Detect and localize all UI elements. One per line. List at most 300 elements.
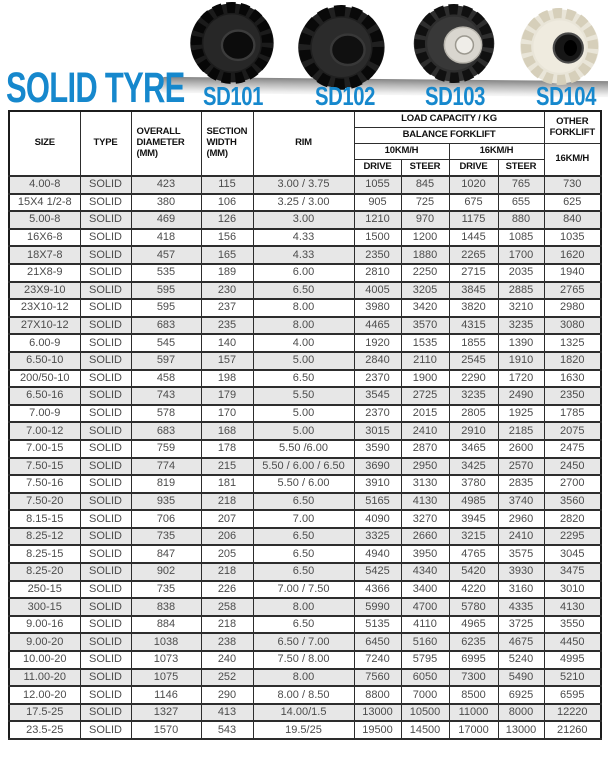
steer-10kmh-cell: 1535 xyxy=(401,334,449,352)
table-row xyxy=(9,194,601,212)
overall-diameter-cell: 1073 xyxy=(131,651,201,669)
steer-10kmh-cell: 2725 xyxy=(401,387,449,405)
other-forklift-cell: 1620 xyxy=(544,246,601,264)
size-cell: 16X6-8 xyxy=(9,229,80,247)
steer-16kmh-cell: 3575 xyxy=(498,545,544,563)
table-row xyxy=(9,370,601,388)
table-row xyxy=(9,686,601,704)
steer-10kmh-cell: 4700 xyxy=(401,598,449,616)
drive-10kmh-cell: 1920 xyxy=(354,334,401,352)
steer-10kmh-cell: 3420 xyxy=(401,299,449,317)
table-row xyxy=(9,211,601,229)
type-cell: SOLID xyxy=(80,440,131,458)
overall-diameter-cell: 578 xyxy=(131,405,201,423)
overall-diameter-cell: 735 xyxy=(131,528,201,546)
type-cell: SOLID xyxy=(80,581,131,599)
size-cell: 6.50-10 xyxy=(9,352,80,370)
drive-10kmh-cell: 4940 xyxy=(354,545,401,563)
drive-16kmh-cell: 2290 xyxy=(449,370,498,388)
drive-10kmh-cell: 13000 xyxy=(354,704,401,722)
type-cell: SOLID xyxy=(80,704,131,722)
header-other-forklift-speed: 16KM/H xyxy=(544,144,601,177)
overall-diameter-cell: 380 xyxy=(131,194,201,212)
type-cell: SOLID xyxy=(80,352,131,370)
steer-16kmh-cell: 2490 xyxy=(498,387,544,405)
size-cell: 18X7-8 xyxy=(9,246,80,264)
size-cell: 8.25-20 xyxy=(9,563,80,581)
table-row xyxy=(9,669,601,687)
type-cell: SOLID xyxy=(80,282,131,300)
steer-10kmh-cell: 14500 xyxy=(401,721,449,739)
other-forklift-cell: 1785 xyxy=(544,405,601,423)
steer-16kmh-cell: 1720 xyxy=(498,370,544,388)
header-other-forklift: OTHER FORKLIFT xyxy=(544,111,601,144)
rim-cell: 3.00 / 3.75 xyxy=(253,176,354,194)
steer-10kmh-cell: 3270 xyxy=(401,510,449,528)
steer-10kmh-cell: 2660 xyxy=(401,528,449,546)
table-row xyxy=(9,246,601,264)
drive-16kmh-cell: 8500 xyxy=(449,686,498,704)
table-header xyxy=(9,111,601,176)
table-row xyxy=(9,704,601,722)
rim-cell: 6.50 xyxy=(253,282,354,300)
table-row xyxy=(9,598,601,616)
rim-cell: 7.00 / 7.50 xyxy=(253,581,354,599)
type-cell: SOLID xyxy=(80,405,131,423)
other-forklift-cell: 2295 xyxy=(544,528,601,546)
header-rim: RIM xyxy=(253,111,354,176)
type-cell: SOLID xyxy=(80,616,131,634)
drive-10kmh-cell: 3690 xyxy=(354,458,401,476)
table-row xyxy=(9,264,601,282)
steer-10kmh-cell: 1200 xyxy=(401,229,449,247)
steer-16kmh-cell: 2960 xyxy=(498,510,544,528)
steer-10kmh-cell: 2015 xyxy=(401,405,449,423)
other-forklift-cell: 840 xyxy=(544,211,601,229)
overall-diameter-cell: 1146 xyxy=(131,686,201,704)
table-row xyxy=(9,422,601,440)
overall-diameter-cell: 819 xyxy=(131,475,201,493)
table-row xyxy=(9,334,601,352)
type-cell: SOLID xyxy=(80,229,131,247)
steer-10kmh-cell: 10500 xyxy=(401,704,449,722)
steer-16kmh-cell: 1925 xyxy=(498,405,544,423)
type-cell: SOLID xyxy=(80,176,131,194)
other-forklift-cell: 1940 xyxy=(544,264,601,282)
drive-10kmh-cell: 5425 xyxy=(354,563,401,581)
table-row xyxy=(9,510,601,528)
overall-diameter-cell: 1075 xyxy=(131,669,201,687)
header-load-capacity: LOAD CAPACITY / KG xyxy=(354,111,544,128)
drive-10kmh-cell: 1500 xyxy=(354,229,401,247)
drive-16kmh-cell: 3945 xyxy=(449,510,498,528)
steer-16kmh-cell: 4335 xyxy=(498,598,544,616)
section-width-cell: 238 xyxy=(201,633,253,651)
type-cell: SOLID xyxy=(80,510,131,528)
steer-16kmh-cell: 3930 xyxy=(498,563,544,581)
section-width-cell: 178 xyxy=(201,440,253,458)
type-cell: SOLID xyxy=(80,264,131,282)
steer-10kmh-cell: 2950 xyxy=(401,458,449,476)
section-width-cell: 290 xyxy=(201,686,253,704)
drive-16kmh-cell: 3235 xyxy=(449,387,498,405)
rim-cell: 5.50 / 6.00 xyxy=(253,475,354,493)
section-width-cell: 252 xyxy=(201,669,253,687)
drive-16kmh-cell: 7300 xyxy=(449,669,498,687)
section-width-cell: 126 xyxy=(201,211,253,229)
steer-16kmh-cell: 765 xyxy=(498,176,544,194)
other-forklift-cell: 2980 xyxy=(544,299,601,317)
table-row xyxy=(9,458,601,476)
size-cell: 27X10-12 xyxy=(9,317,80,335)
drive-16kmh-cell: 6235 xyxy=(449,633,498,651)
other-forklift-cell: 2075 xyxy=(544,422,601,440)
steer-10kmh-cell: 1880 xyxy=(401,246,449,264)
steer-16kmh-cell: 3160 xyxy=(498,581,544,599)
type-cell: SOLID xyxy=(80,370,131,388)
overall-diameter-cell: 545 xyxy=(131,334,201,352)
steer-16kmh-cell: 3210 xyxy=(498,299,544,317)
overall-diameter-cell: 535 xyxy=(131,264,201,282)
other-forklift-cell: 3080 xyxy=(544,317,601,335)
overall-diameter-cell: 1327 xyxy=(131,704,201,722)
drive-10kmh-cell: 7560 xyxy=(354,669,401,687)
drive-10kmh-cell: 5990 xyxy=(354,598,401,616)
table-row xyxy=(9,616,601,634)
other-forklift-cell: 2765 xyxy=(544,282,601,300)
model-label-sd101: SD101 xyxy=(202,81,264,111)
steer-16kmh-cell: 2835 xyxy=(498,475,544,493)
type-cell: SOLID xyxy=(80,334,131,352)
other-forklift-cell: 1820 xyxy=(544,352,601,370)
table-row xyxy=(9,387,601,405)
steer-16kmh-cell: 1390 xyxy=(498,334,544,352)
table-row xyxy=(9,299,601,317)
rim-cell: 6.50 xyxy=(253,616,354,634)
size-cell: 6.00-9 xyxy=(9,334,80,352)
overall-diameter-cell: 683 xyxy=(131,317,201,335)
drive-16kmh-cell: 4965 xyxy=(449,616,498,634)
steer-16kmh-cell: 13000 xyxy=(498,721,544,739)
section-width-cell: 258 xyxy=(201,598,253,616)
section-width-cell: 543 xyxy=(201,721,253,739)
header-speed-16kmh: 16KM/H xyxy=(449,144,544,160)
drive-10kmh-cell: 5135 xyxy=(354,616,401,634)
steer-16kmh-cell: 2885 xyxy=(498,282,544,300)
type-cell: SOLID xyxy=(80,211,131,229)
other-forklift-cell: 4450 xyxy=(544,633,601,651)
section-width-cell: 218 xyxy=(201,563,253,581)
type-cell: SOLID xyxy=(80,299,131,317)
size-cell: 5.00-8 xyxy=(9,211,80,229)
steer-16kmh-cell: 1700 xyxy=(498,246,544,264)
section-width-cell: 170 xyxy=(201,405,253,423)
type-cell: SOLID xyxy=(80,194,131,212)
overall-diameter-cell: 457 xyxy=(131,246,201,264)
size-cell: 7.00-15 xyxy=(9,440,80,458)
steer-16kmh-cell: 2410 xyxy=(498,528,544,546)
overall-diameter-cell: 774 xyxy=(131,458,201,476)
other-forklift-cell: 1630 xyxy=(544,370,601,388)
steer-10kmh-cell: 3130 xyxy=(401,475,449,493)
steer-10kmh-cell: 725 xyxy=(401,194,449,212)
other-forklift-cell: 3560 xyxy=(544,493,601,511)
steer-16kmh-cell: 1910 xyxy=(498,352,544,370)
rim-cell: 6.50 xyxy=(253,370,354,388)
drive-16kmh-cell: 3780 xyxy=(449,475,498,493)
steer-10kmh-cell: 970 xyxy=(401,211,449,229)
size-cell: 7.50-20 xyxy=(9,493,80,511)
other-forklift-cell: 3475 xyxy=(544,563,601,581)
rim-cell: 4.33 xyxy=(253,229,354,247)
overall-diameter-cell: 735 xyxy=(131,581,201,599)
drive-16kmh-cell: 6995 xyxy=(449,651,498,669)
section-width-cell: 115 xyxy=(201,176,253,194)
size-cell: 23.5-25 xyxy=(9,721,80,739)
size-cell: 4.00-8 xyxy=(9,176,80,194)
drive-10kmh-cell: 905 xyxy=(354,194,401,212)
model-label-sd103: SD103 xyxy=(424,81,486,111)
type-cell: SOLID xyxy=(80,475,131,493)
type-cell: SOLID xyxy=(80,651,131,669)
steer-10kmh-cell: 5160 xyxy=(401,633,449,651)
drive-16kmh-cell: 3425 xyxy=(449,458,498,476)
type-cell: SOLID xyxy=(80,246,131,264)
table-row xyxy=(9,282,601,300)
drive-16kmh-cell: 17000 xyxy=(449,721,498,739)
steer-10kmh-cell: 3950 xyxy=(401,545,449,563)
type-cell: SOLID xyxy=(80,563,131,581)
size-cell: 15X4 1/2-8 xyxy=(9,194,80,212)
type-cell: SOLID xyxy=(80,598,131,616)
section-width-cell: 226 xyxy=(201,581,253,599)
rim-cell: 5.50 /6.00 xyxy=(253,440,354,458)
section-width-cell: 198 xyxy=(201,370,253,388)
size-cell: 7.00-12 xyxy=(9,422,80,440)
section-width-cell: 106 xyxy=(201,194,253,212)
steer-16kmh-cell: 6925 xyxy=(498,686,544,704)
overall-diameter-cell: 595 xyxy=(131,299,201,317)
header-type: TYPE xyxy=(80,111,131,176)
steer-10kmh-cell: 4130 xyxy=(401,493,449,511)
header-balance-forklift: BALANCE FORKLIFT xyxy=(354,128,544,144)
other-forklift-cell: 4130 xyxy=(544,598,601,616)
drive-10kmh-cell: 5165 xyxy=(354,493,401,511)
drive-16kmh-cell: 2265 xyxy=(449,246,498,264)
section-width-cell: 165 xyxy=(201,246,253,264)
drive-10kmh-cell: 2840 xyxy=(354,352,401,370)
tire-image-sd102 xyxy=(291,5,395,93)
section-width-cell: 168 xyxy=(201,422,253,440)
drive-16kmh-cell: 5420 xyxy=(449,563,498,581)
rim-cell: 4.33 xyxy=(253,246,354,264)
steer-16kmh-cell: 880 xyxy=(498,211,544,229)
table-row xyxy=(9,528,601,546)
overall-diameter-cell: 1038 xyxy=(131,633,201,651)
rim-cell: 7.50 / 8.00 xyxy=(253,651,354,669)
size-cell: 23X9-10 xyxy=(9,282,80,300)
table-row xyxy=(9,440,601,458)
drive-16kmh-cell: 2910 xyxy=(449,422,498,440)
rim-cell: 4.00 xyxy=(253,334,354,352)
overall-diameter-cell: 759 xyxy=(131,440,201,458)
other-forklift-cell: 3045 xyxy=(544,545,601,563)
other-forklift-cell: 2475 xyxy=(544,440,601,458)
overall-diameter-cell: 469 xyxy=(131,211,201,229)
drive-16kmh-cell: 4315 xyxy=(449,317,498,335)
steer-16kmh-cell: 2185 xyxy=(498,422,544,440)
steer-10kmh-cell: 2870 xyxy=(401,440,449,458)
rim-cell: 8.00 xyxy=(253,598,354,616)
type-cell: SOLID xyxy=(80,422,131,440)
page-title: SOLID TYRE xyxy=(6,64,185,112)
table-row xyxy=(9,633,601,651)
tire-image-sd103 xyxy=(406,4,508,86)
overall-diameter-cell: 458 xyxy=(131,370,201,388)
other-forklift-cell: 730 xyxy=(544,176,601,194)
steer-16kmh-cell: 1085 xyxy=(498,229,544,247)
size-cell: 7.50-16 xyxy=(9,475,80,493)
section-width-cell: 181 xyxy=(201,475,253,493)
section-width-cell: 235 xyxy=(201,317,253,335)
steer-16kmh-cell: 2600 xyxy=(498,440,544,458)
drive-10kmh-cell: 2370 xyxy=(354,370,401,388)
header-section-width: SECTION WIDTH (MM) xyxy=(201,111,253,176)
type-cell: SOLID xyxy=(80,686,131,704)
drive-10kmh-cell: 2810 xyxy=(354,264,401,282)
tire-image-sd104 xyxy=(514,8,608,88)
rim-cell: 8.00 xyxy=(253,669,354,687)
drive-16kmh-cell: 4765 xyxy=(449,545,498,563)
section-width-cell: 215 xyxy=(201,458,253,476)
steer-10kmh-cell: 845 xyxy=(401,176,449,194)
rim-cell: 6.50 xyxy=(253,493,354,511)
overall-diameter-cell: 902 xyxy=(131,563,201,581)
section-width-cell: 140 xyxy=(201,334,253,352)
rim-cell: 6.50 / 7.00 xyxy=(253,633,354,651)
drive-16kmh-cell: 4985 xyxy=(449,493,498,511)
drive-10kmh-cell: 3980 xyxy=(354,299,401,317)
drive-16kmh-cell: 2805 xyxy=(449,405,498,423)
section-width-cell: 230 xyxy=(201,282,253,300)
overall-diameter-cell: 706 xyxy=(131,510,201,528)
drive-10kmh-cell: 7240 xyxy=(354,651,401,669)
table-row xyxy=(9,651,601,669)
steer-10kmh-cell: 4340 xyxy=(401,563,449,581)
size-cell: 7.00-9 xyxy=(9,405,80,423)
overall-diameter-cell: 418 xyxy=(131,229,201,247)
size-cell: 300-15 xyxy=(9,598,80,616)
size-cell: 250-15 xyxy=(9,581,80,599)
type-cell: SOLID xyxy=(80,493,131,511)
size-cell: 10.00-20 xyxy=(9,651,80,669)
steer-10kmh-cell: 3400 xyxy=(401,581,449,599)
drive-10kmh-cell: 1210 xyxy=(354,211,401,229)
overall-diameter-cell: 595 xyxy=(131,282,201,300)
header-overall-diameter: OVERALL DIAMETER (MM) xyxy=(131,111,201,176)
type-cell: SOLID xyxy=(80,721,131,739)
other-forklift-cell: 6595 xyxy=(544,686,601,704)
overall-diameter-cell: 884 xyxy=(131,616,201,634)
type-cell: SOLID xyxy=(80,633,131,651)
size-cell: 11.00-20 xyxy=(9,669,80,687)
drive-16kmh-cell: 1175 xyxy=(449,211,498,229)
drive-16kmh-cell: 1445 xyxy=(449,229,498,247)
section-width-cell: 206 xyxy=(201,528,253,546)
table-row xyxy=(9,545,601,563)
table-row xyxy=(9,176,601,194)
header-speed-10kmh: 10KM/H xyxy=(354,144,449,160)
other-forklift-cell: 12220 xyxy=(544,704,601,722)
overall-diameter-cell: 597 xyxy=(131,352,201,370)
overall-diameter-cell: 838 xyxy=(131,598,201,616)
rim-cell: 14.00/1.5 xyxy=(253,704,354,722)
model-label-sd104: SD104 xyxy=(535,81,597,111)
size-cell: 8.15-15 xyxy=(9,510,80,528)
table-row xyxy=(9,493,601,511)
drive-16kmh-cell: 11000 xyxy=(449,704,498,722)
rim-cell: 7.00 xyxy=(253,510,354,528)
drive-10kmh-cell: 6450 xyxy=(354,633,401,651)
size-cell: 6.50-16 xyxy=(9,387,80,405)
rim-cell: 6.50 xyxy=(253,563,354,581)
size-cell: 8.25-15 xyxy=(9,545,80,563)
steer-16kmh-cell: 2570 xyxy=(498,458,544,476)
size-cell: 200/50-10 xyxy=(9,370,80,388)
type-cell: SOLID xyxy=(80,458,131,476)
rim-cell: 6.50 xyxy=(253,545,354,563)
section-width-cell: 218 xyxy=(201,616,253,634)
table-row xyxy=(9,475,601,493)
other-forklift-cell: 1325 xyxy=(544,334,601,352)
drive-10kmh-cell: 3015 xyxy=(354,422,401,440)
model-label-sd102: SD102 xyxy=(314,81,376,111)
drive-10kmh-cell: 2350 xyxy=(354,246,401,264)
steer-10kmh-cell: 4110 xyxy=(401,616,449,634)
drive-10kmh-cell: 4366 xyxy=(354,581,401,599)
header-drive-16kmh: DRIVE xyxy=(449,160,498,177)
section-width-cell: 413 xyxy=(201,704,253,722)
other-forklift-cell: 1035 xyxy=(544,229,601,247)
table-row xyxy=(9,352,601,370)
rim-cell: 6.50 xyxy=(253,528,354,546)
table-row xyxy=(9,721,601,739)
size-cell: 7.50-15 xyxy=(9,458,80,476)
size-cell: 12.00-20 xyxy=(9,686,80,704)
size-cell: 9.00-16 xyxy=(9,616,80,634)
drive-16kmh-cell: 1855 xyxy=(449,334,498,352)
type-cell: SOLID xyxy=(80,387,131,405)
steer-16kmh-cell: 8000 xyxy=(498,704,544,722)
overall-diameter-cell: 1570 xyxy=(131,721,201,739)
rim-cell: 8.00 xyxy=(253,317,354,335)
drive-10kmh-cell: 4465 xyxy=(354,317,401,335)
table-body xyxy=(9,176,601,739)
size-cell: 8.25-12 xyxy=(9,528,80,546)
table-row xyxy=(9,581,601,599)
drive-10kmh-cell: 1055 xyxy=(354,176,401,194)
other-forklift-cell: 4995 xyxy=(544,651,601,669)
steer-10kmh-cell: 2410 xyxy=(401,422,449,440)
table-row xyxy=(9,563,601,581)
steer-16kmh-cell: 3235 xyxy=(498,317,544,335)
overall-diameter-cell: 423 xyxy=(131,176,201,194)
steer-10kmh-cell: 3205 xyxy=(401,282,449,300)
drive-10kmh-cell: 19500 xyxy=(354,721,401,739)
rim-cell: 8.00 xyxy=(253,299,354,317)
rim-cell: 5.50 xyxy=(253,387,354,405)
rim-cell: 3.25 / 3.00 xyxy=(253,194,354,212)
